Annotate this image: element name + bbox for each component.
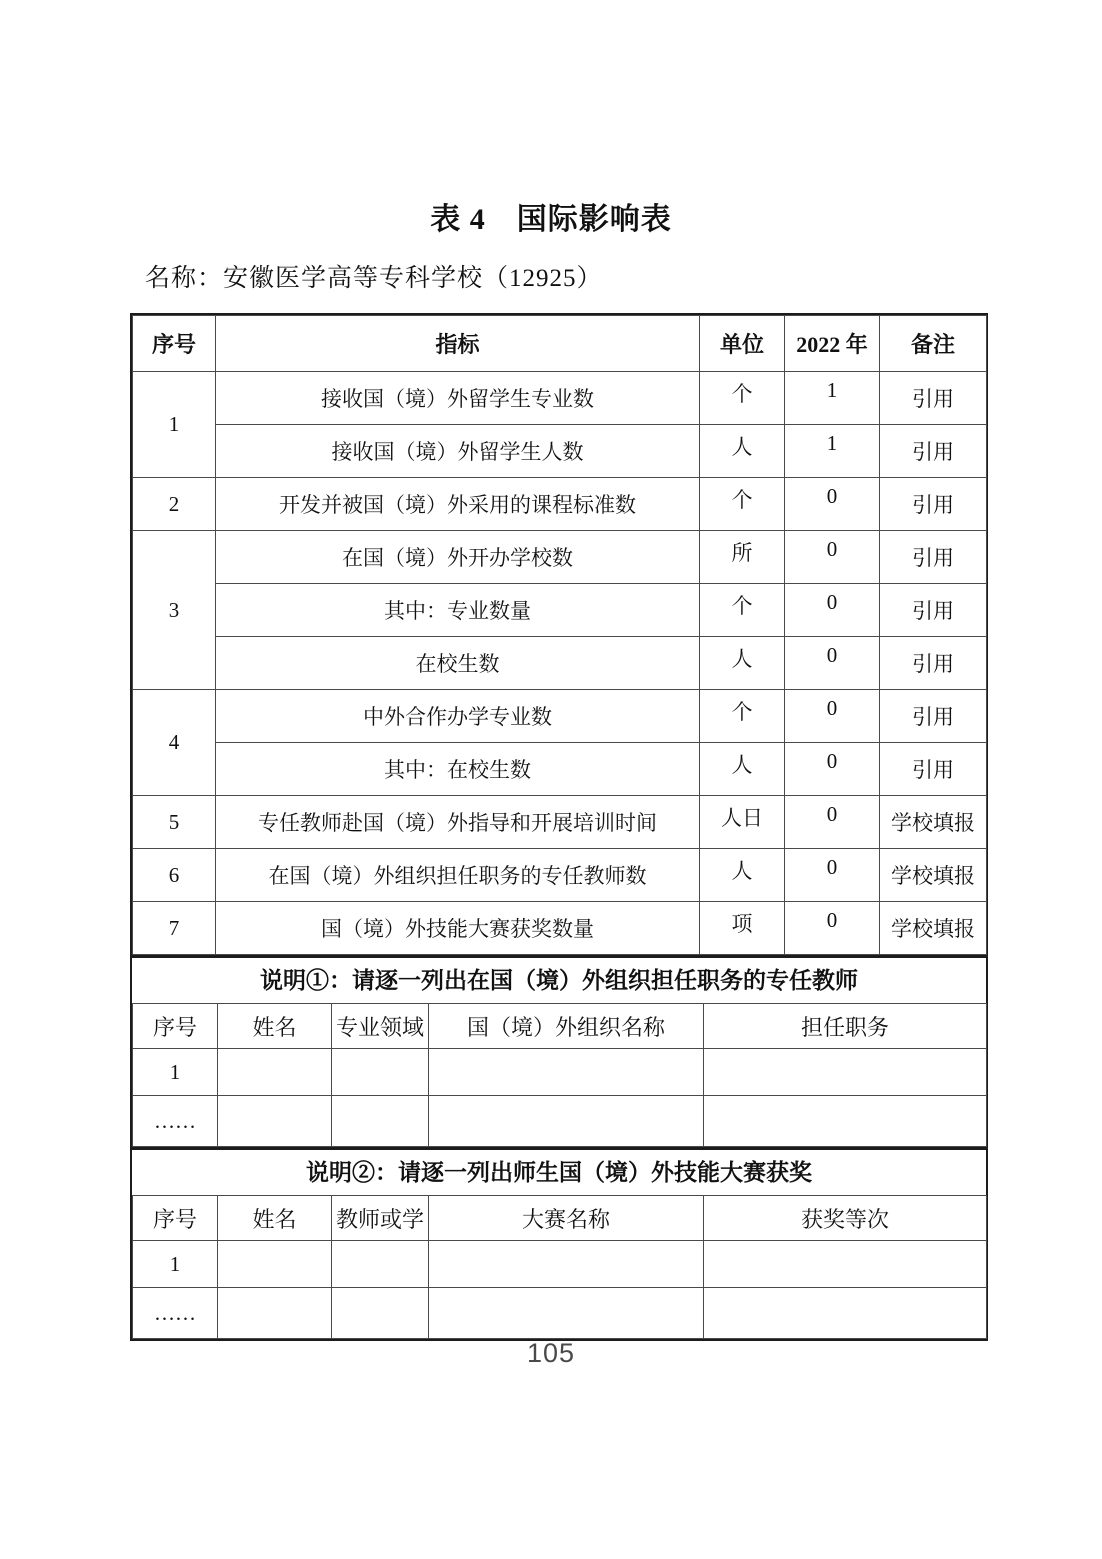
- table-row: [133, 1096, 987, 1147]
- indicator-cell: 在国（境）外开办学校数: [216, 531, 700, 584]
- row-number-cell: 3: [133, 531, 216, 690]
- unit-cell: 人日: [700, 796, 785, 849]
- col-header-teacher-or-student: 教师或学: [332, 1196, 429, 1241]
- value-cell: 0: [785, 849, 880, 902]
- empty-cell: [704, 1241, 987, 1288]
- empty-cell: [332, 1241, 429, 1288]
- international-impact-table: [132, 315, 987, 955]
- indicator-cell: 其中：专业数量: [216, 584, 700, 637]
- unit-cell: 个: [700, 584, 785, 637]
- col-header-no: 序号: [133, 1004, 218, 1049]
- table-row: [133, 690, 987, 743]
- col-header-unit: 单位: [700, 316, 785, 372]
- remark-cell: 引用: [880, 425, 987, 478]
- remark-cell: 引用: [880, 531, 987, 584]
- table-row: [133, 478, 987, 531]
- unit-cell: 人: [700, 743, 785, 796]
- row-number-cell: 6: [133, 849, 216, 902]
- col-header-competition: 大赛名称: [429, 1196, 704, 1241]
- indicator-cell: 专任教师赴国（境）外指导和开展培训时间: [216, 796, 700, 849]
- table-row: [133, 743, 987, 796]
- table-row: [133, 425, 987, 478]
- indicator-cell: 在国（境）外组织担任职务的专任教师数: [216, 849, 700, 902]
- row-number-cell: 1: [133, 372, 216, 478]
- remark-cell: 学校填报: [880, 902, 987, 955]
- note1-header-row: [133, 1004, 987, 1049]
- unit-cell: 个: [700, 372, 785, 425]
- row-number-cell: 2: [133, 478, 216, 531]
- empty-cell: [332, 1096, 429, 1147]
- table-row: [133, 1049, 987, 1096]
- unit-cell: 个: [700, 478, 785, 531]
- table-container: [130, 313, 988, 1341]
- remark-cell: 引用: [880, 372, 987, 425]
- col-header-year: 2022 年: [785, 316, 880, 372]
- value-cell: 0: [785, 637, 880, 690]
- note2-header-row: [133, 1196, 987, 1241]
- table-row: [133, 849, 987, 902]
- remark-cell: 引用: [880, 743, 987, 796]
- value-cell: 0: [785, 690, 880, 743]
- col-header-position: 担任职务: [704, 1004, 987, 1049]
- table-row: [133, 637, 987, 690]
- note1-title: 说明①：请逐一列出在国（境）外组织担任职务的专任教师: [132, 955, 986, 1003]
- col-header-name: 姓名: [218, 1196, 332, 1241]
- empty-cell: [218, 1096, 332, 1147]
- empty-cell: [218, 1241, 332, 1288]
- main-header-row: [133, 316, 987, 372]
- remark-cell: 引用: [880, 584, 987, 637]
- empty-cell: [218, 1049, 332, 1096]
- table-row: [133, 1241, 987, 1288]
- col-header-field: 专业领域: [332, 1004, 429, 1049]
- value-cell: 1: [785, 425, 880, 478]
- table-row: [133, 902, 987, 955]
- value-cell: 0: [785, 743, 880, 796]
- row-number-cell: 1: [133, 1049, 218, 1096]
- remark-cell: 引用: [880, 478, 987, 531]
- col-header-indicator: 指标: [216, 316, 700, 372]
- col-header-no: 序号: [133, 1196, 218, 1241]
- row-number-cell: 1: [133, 1241, 218, 1288]
- remark-cell: 引用: [880, 637, 987, 690]
- row-number-cell: ……: [133, 1096, 218, 1147]
- note2-title: 说明②：请逐一列出师生国（境）外技能大赛获奖: [132, 1147, 986, 1195]
- row-number-cell: 5: [133, 796, 216, 849]
- indicator-cell: 其中：在校生数: [216, 743, 700, 796]
- empty-cell: [429, 1288, 704, 1339]
- school-name-line: 名称：安徽医学高等专科学校（12925）: [145, 265, 603, 292]
- empty-cell: [429, 1096, 704, 1147]
- unit-cell: 人: [700, 637, 785, 690]
- empty-cell: [704, 1096, 987, 1147]
- value-cell: 0: [785, 531, 880, 584]
- table-row: [133, 372, 987, 425]
- indicator-cell: 在校生数: [216, 637, 700, 690]
- unit-cell: 所: [700, 531, 785, 584]
- page-number: 105: [526, 1338, 576, 1368]
- col-header-name: 姓名: [218, 1004, 332, 1049]
- unit-cell: 人: [700, 849, 785, 902]
- empty-cell: [429, 1049, 704, 1096]
- value-cell: 1: [785, 372, 880, 425]
- value-cell: 0: [785, 902, 880, 955]
- col-header-no: 序号: [133, 316, 216, 372]
- unit-cell: 人: [700, 425, 785, 478]
- remark-cell: 学校填报: [880, 796, 987, 849]
- value-cell: 0: [785, 478, 880, 531]
- value-cell: 0: [785, 796, 880, 849]
- empty-cell: [332, 1049, 429, 1096]
- col-header-award-level: 获奖等次: [704, 1196, 987, 1241]
- remark-cell: 引用: [880, 690, 987, 743]
- empty-cell: [704, 1288, 987, 1339]
- note2-table: [132, 1195, 987, 1339]
- empty-cell: [704, 1049, 987, 1096]
- indicator-cell: 中外合作办学专业数: [216, 690, 700, 743]
- unit-cell: 个: [700, 690, 785, 743]
- col-header-organization: 国（境）外组织名称: [429, 1004, 704, 1049]
- doc-title: 表 4 国际影响表: [430, 203, 672, 236]
- row-number-cell: ……: [133, 1288, 218, 1339]
- table-row: [133, 531, 987, 584]
- remark-cell: 学校填报: [880, 849, 987, 902]
- row-number-cell: 4: [133, 690, 216, 796]
- indicator-cell: 接收国（境）外留学生专业数: [216, 372, 700, 425]
- unit-cell: 项: [700, 902, 785, 955]
- value-cell: 0: [785, 584, 880, 637]
- indicator-cell: 开发并被国（境）外采用的课程标准数: [216, 478, 700, 531]
- col-header-remark: 备注: [880, 316, 987, 372]
- empty-cell: [332, 1288, 429, 1339]
- empty-cell: [429, 1241, 704, 1288]
- empty-cell: [218, 1288, 332, 1339]
- table-row: [133, 796, 987, 849]
- row-number-cell: 7: [133, 902, 216, 955]
- indicator-cell: 国（境）外技能大赛获奖数量: [216, 902, 700, 955]
- table-row: [133, 584, 987, 637]
- note1-table: [132, 1003, 987, 1147]
- table-row: [133, 1288, 987, 1339]
- indicator-cell: 接收国（境）外留学生人数: [216, 425, 700, 478]
